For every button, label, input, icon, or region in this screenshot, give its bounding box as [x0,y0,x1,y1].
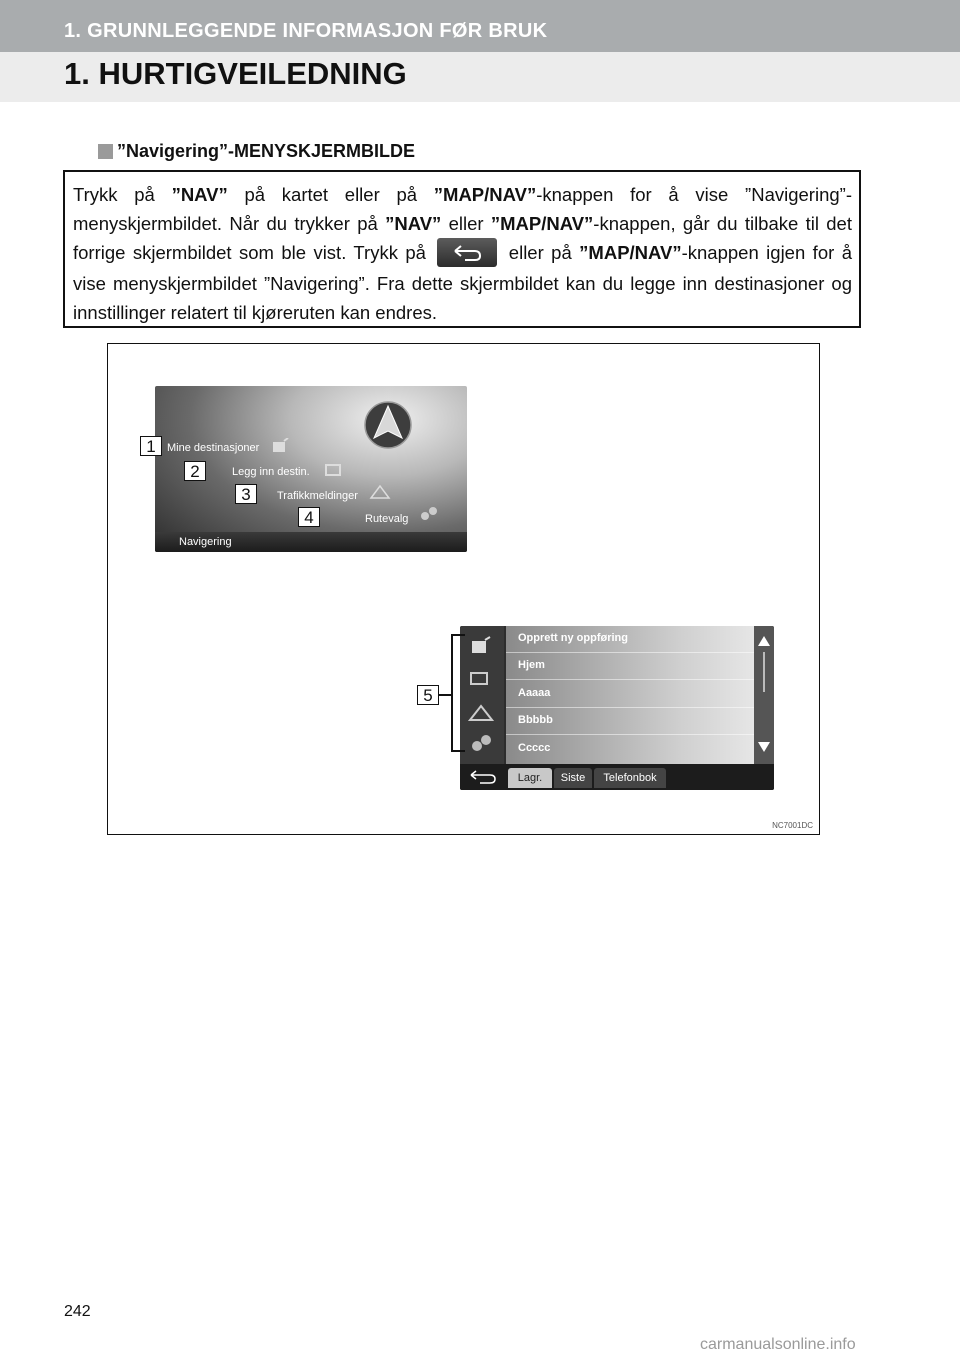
scroll-thumb [763,652,765,692]
callout-2: 2 [184,461,206,481]
list-item: Ccccc [518,742,551,754]
leader-line [439,694,451,696]
callout-3: 3 [235,484,257,504]
flag-icon [325,464,341,476]
screen-title: Navigering [179,536,232,548]
menu-item-enter-destination: Legg inn destin. [232,466,310,478]
section-title: 1. HURTIGVEILEDNING [64,56,407,91]
list-item: Bbbbb [506,708,754,735]
chapter-title: 1. GRUNNLEGGENDE INFORMASJON FØR BRUK [64,20,548,42]
list-item: Hjem [506,653,754,680]
list-item: Aaaaa [506,681,754,708]
menu-item-my-destinations: Mine destinasjoner [167,442,260,454]
leader-line [451,634,465,636]
back-arrow-icon [451,243,483,263]
destinations-screen [460,626,774,790]
flag-icon [470,672,490,686]
menu-item-route: Rutevalg [365,513,409,525]
down-arrow-icon [758,742,770,752]
callout-4: 4 [298,507,320,527]
watermark: carmanualsonline.info [700,1336,856,1353]
list-item: Opprett ny oppføring [506,626,754,653]
tab-bar [460,764,774,790]
callout-1: 1 [140,436,162,456]
folder-icon [271,438,289,454]
tab-phonebook: Telefonbok [594,768,666,788]
leader-line [451,750,465,752]
info-box: Trykk på ”NAV” på kartet eller på ”MAP/NAV”-knappen for å vise ”Navigering”-menyskjermbildet. Når du trykker på ”NAV” eller ”MAP/NAV”-knappen, går du tilbake til det forrige skjermbildet som ble vist. Trykk på eller på ”MAP/NAV”-knappen igjen for å vise menyskjermbildet ”Navigering”. Fra dette skjermbildet kan du legge inn destinasjoner og innstillinger relatert til kjøreruten kan endres. [63,170,861,328]
traffic-icon [369,484,391,500]
route-icon [419,506,439,522]
side-menu [460,626,504,764]
square-bullet-icon [98,144,113,159]
tab-saved: Lagr. [508,768,552,788]
nav-arrow-icon [363,398,413,452]
menu-item-traffic: Trafikkmeldinger [277,490,358,502]
figure [107,343,820,835]
traffic-icon [468,704,494,722]
back-button [437,238,497,267]
destination-list [506,626,754,764]
back-arrow-icon [468,769,498,785]
leader-line [451,634,453,752]
scrollbar [754,626,774,764]
folder-icon [470,636,492,656]
route-icon [470,734,494,752]
page-number: 242 [64,1303,91,1320]
sub-heading-text: ”Navigering”-MENYSKJERMBILDE [117,141,416,161]
up-arrow-icon [758,636,770,646]
callout-5: 5 [417,685,439,705]
sub-heading [98,141,415,162]
tab-recent: Siste [554,768,592,788]
figure-code: NC7001DC [772,821,813,830]
